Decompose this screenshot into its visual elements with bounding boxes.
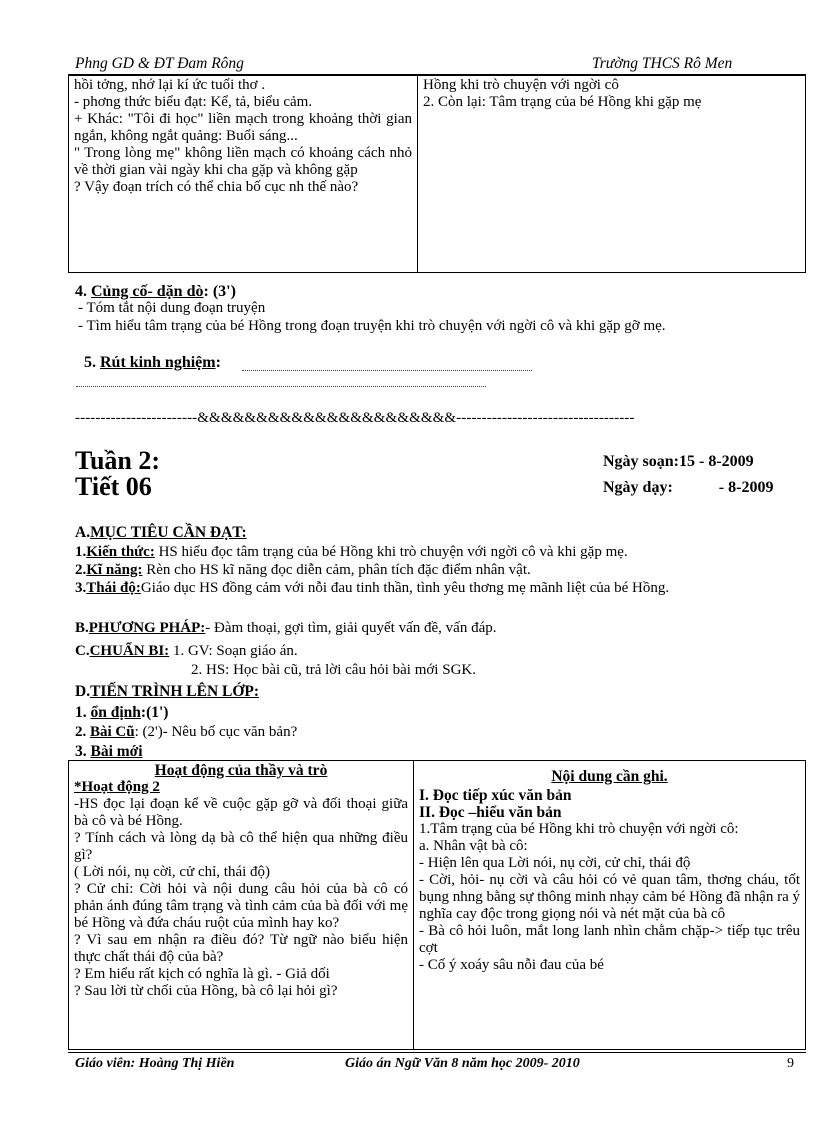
step-1: 1. ổn định:(1') bbox=[75, 704, 169, 721]
text-line: - Cời, hỏi- nụ cời và câu hỏi có vẻ quan tâm, thơng cháu, tốt bụng nhng bằng sự thông minh nhạy cảm bé Hồng đã nhận ra ý nghĩa cay độc trong giọng nói và nét mặt của bà cô bbox=[419, 872, 800, 922]
section-c-item: 2. HS: Học bài cũ, trả lời câu hỏi bài mới SGK. bbox=[191, 662, 476, 678]
section-c-title: CHUẨN BI: bbox=[89, 643, 170, 659]
text-line: + Khác: "Tôi đi học" liền mạch trong khoảng thời gian ngắn, không ngắt quảng: Buổi sáng... bbox=[74, 111, 412, 144]
content-cell bbox=[414, 761, 806, 1050]
objective-item: 2.Kĩ năng: Rèn cho HS kĩ năng đọc diễn cảm, phân tích đặc điểm nhân vật. bbox=[75, 562, 531, 578]
content-heading: I. Đọc tiếp xúc văn bản bbox=[419, 787, 572, 804]
week-title: Tuần 2: bbox=[75, 446, 161, 475]
consolidation-item: - Tìm hiểu tâm trạng của bé Hồng trong đoạn truyện khi trò chuyện với ngời cô và khi gặp gỡ mẹ. bbox=[78, 318, 666, 334]
text-line: " Trong lòng mẹ" không liền mạch có khoảng cách nhỏ về thời gian vài ngày khi cha gặp và không gặp bbox=[74, 145, 412, 178]
text-line: 2. Còn lại: Tâm trạng của bé Hồng khi gặp mẹ bbox=[423, 94, 702, 110]
footer-teacher: Giáo viên: Hoàng Thị Hiền bbox=[75, 1056, 235, 1071]
section-b: B.PHƯƠNG PHÁP:- Đàm thoại, gợi tìm, giải quyết vấn đề, vấn đáp. bbox=[75, 620, 497, 636]
objective-item: 1.Kiến thức: HS hiểu đọc tâm trạng của bé Hồng khi trò chuyện với ngời cô và khi gặp mẹ. bbox=[75, 544, 628, 560]
text-line: hồi tởng, nhớ lại kí ức tuổi thơ . bbox=[74, 77, 266, 93]
teach-date: Ngày dạy: - 8-2009 bbox=[603, 479, 774, 496]
experience-title: Rút kinh nghiệm bbox=[100, 354, 216, 371]
text-line: - Cố ý xoáy sâu nỗi đau của bé bbox=[419, 957, 604, 973]
activities-header: Hoạt động của thầy và trò bbox=[154, 762, 328, 779]
section-a-heading: A.MỤC TIÊU CẦN ĐẠT: bbox=[75, 524, 247, 541]
header-right: Trường THCS Rô Men bbox=[592, 55, 733, 72]
continuation-table bbox=[68, 75, 806, 273]
footer-title: Giáo án Ngữ Văn 8 năm học 2009- 2010 bbox=[345, 1056, 580, 1071]
separator: ------------------------&&&&&&&&&&&&&&&&&&&&&&----------------------------------- bbox=[75, 410, 635, 426]
content-heading: II. Đọc –hiểu văn bản bbox=[419, 804, 562, 821]
text-line: ? Sau lời từ chối của Hồng, bà cô lại hỏi gì? bbox=[74, 983, 338, 999]
step-3: 3. Bài mới bbox=[75, 743, 143, 760]
text-line: - phơng thức biểu đạt: Kể, tả, biểu cảm. bbox=[74, 94, 313, 110]
continuation-left-cell bbox=[69, 76, 418, 273]
content-header: Nội dung cần ghi. bbox=[551, 768, 668, 785]
section-d-title: TIẾN TRÌNH LÊN LỚP: bbox=[90, 683, 260, 700]
dotted-line bbox=[76, 386, 486, 387]
text-line: ? Vậy đoạn trích có thể chia bố cục nh thế nào? bbox=[74, 179, 359, 195]
footer-rule bbox=[68, 1052, 806, 1053]
text-line: ? Tính cách và lòng dạ bà cô thể hiện qua những điều gì? bbox=[74, 830, 408, 863]
header-left: Phng GD & ĐT Đam Rông bbox=[75, 55, 244, 72]
section-c: C.CHUẨN BI: 1. GV: Soạn giáo án. bbox=[75, 643, 298, 659]
period-title: Tiết 06 bbox=[75, 472, 152, 501]
page-number: 9 bbox=[787, 1056, 794, 1071]
consolidation-heading: 4. Củng cố- dặn dò: (3') bbox=[75, 283, 236, 300]
text-line: ( Lời nói, nụ cời, cử chỉ, thái độ) bbox=[74, 864, 271, 880]
section-a-title: MỤC TIÊU CẦN ĐẠT: bbox=[90, 524, 247, 541]
activities-cell bbox=[69, 761, 414, 1050]
step-2: 2. Bài Cũ: (2')- Nêu bố cục văn bản? bbox=[75, 724, 298, 740]
consolidation-item: - Tóm tắt nội dung đoạn truyện bbox=[78, 300, 266, 316]
text-line: a. Nhân vật bà cô: bbox=[419, 838, 528, 854]
text-line: ? Vì sau em nhận ra điều đó? Từ ngữ nào biểu hiện thực chất thái độ của bà? bbox=[74, 932, 408, 965]
text-line: -HS đọc lại đoạn kể về cuộc gặp gỡ và đối thoại giữa bà cô và bé Hồng. bbox=[74, 796, 408, 829]
text-line: ? Em hiểu rất kịch có nghĩa là gì. - Giả dối bbox=[74, 966, 330, 982]
text-line: 1.Tâm trạng của bé Hồng khi trò chuyện với ngời cô: bbox=[419, 821, 739, 837]
consolidation-title: Củng cố- dặn dò bbox=[91, 283, 204, 300]
text-line: ? Cử chỉ: Cời hỏi và nội dung câu hỏi của bà cô có phản ánh đúng tâm trạng và tình cảm của bà đối với mẹ bé Hồng và đứa cháu ruột của mình hay ko? bbox=[74, 881, 408, 931]
lesson-table bbox=[68, 760, 806, 1050]
activity-label: *Hoạt động 2 bbox=[74, 779, 160, 795]
text-line: Hồng khi trò chuyện với ngời cô bbox=[423, 77, 619, 93]
section-b-title: PHƯƠNG PHÁP: bbox=[88, 620, 206, 636]
continuation-right-cell bbox=[418, 76, 806, 273]
text-line: - Hiện lên qua Lời nói, nụ cời, cử chỉ, thái độ bbox=[419, 855, 691, 871]
prep-date: Ngày soạn:15 - 8-2009 bbox=[603, 453, 754, 470]
text-line: - Bà cô hỏi luôn, mắt long lanh nhìn chằm chặp-> tiếp tục trêu cợt bbox=[419, 923, 800, 956]
objective-item: 3.Thái độ:Giáo dục HS đồng cảm với nỗi đau tinh thần, tình yêu thơng mẹ mãnh liệt của bé Hồng. bbox=[75, 580, 670, 596]
section-d-heading: D.TIẾN TRÌNH LÊN LỚP: bbox=[75, 683, 260, 700]
dotted-line bbox=[242, 370, 532, 371]
experience-heading: 5. Rút kinh nghiệm: bbox=[84, 354, 221, 371]
